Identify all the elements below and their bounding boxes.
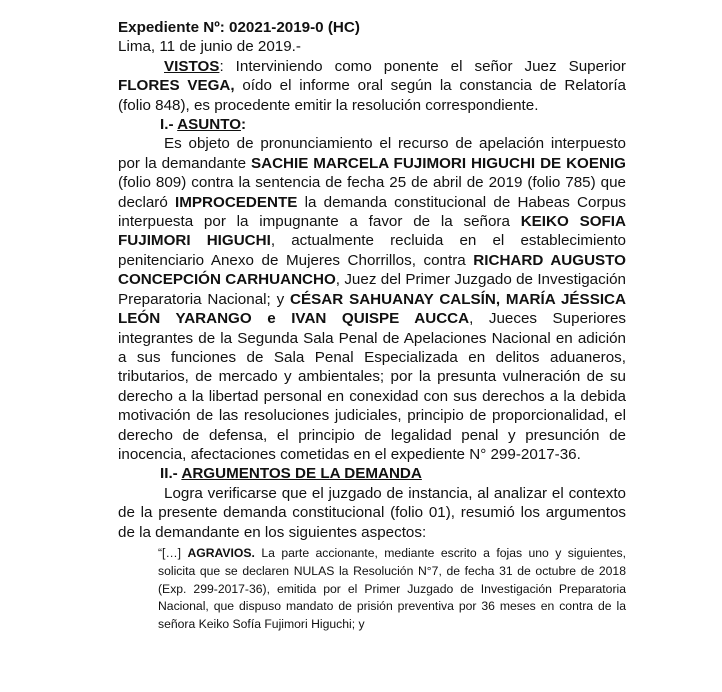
agravios-label: AGRAVIOS. [187, 545, 255, 560]
favorecida-name: KEIKO SOFIA FUJIMORI HIGUCHI [118, 213, 626, 250]
vistos-label: VISTOS [164, 57, 220, 75]
asunto-text-6: , Jueces Superiores integrantes de la Segunda Sala Penal de Apelaciones Nacional en adición a sus funciones de Sala Penal Especializada en delitos aduaneros, tributarios, de mercado y ambientales; por la presunta vulneración de su derecho a la libertad personal en conexidad con sus derechos a la debida motivación de las resoluciones judiciales, principio de proporcionalidad, el derecho de defensa, el principio de legalidad penal y presunción de inocencia, afectaciones cometidas en el expediente N° 299-2017-36. [118, 310, 626, 463]
asunto-number: I.- [160, 116, 178, 134]
asunto-text-2: (folio 809) contra la sentencia de fecha 25 de abril de 2019 (folio 785) que declaró [118, 174, 626, 211]
quote-text: La parte accionante, mediante escrito a fojas uno y siguientes, solicita que se declaren NULAS la Resolución N°7, de fecha 31 de octubre de 2018 (Exp. 299-2017-36), emitida por el Primer Juzgado de Investigación Preparatoria Nacional, que dispuso mandato de prisión preventiva por 36 meses en contra de la señora Keiko Sofía Fujimori Higuchi; y [158, 545, 627, 632]
asunto-text-5: , Juez del Primer Juzgado de Investigación Preparatoria Nacional; y [118, 271, 626, 308]
asunto-heading [118, 115, 626, 134]
agravios-quote [158, 545, 626, 634]
asunto-text-3: la demanda constitucional de Habeas Corpus interpuesta por la impugnante a favor de la señora [118, 193, 626, 231]
asunto-text-4: , actualmente recluida en el establecimiento penitenciario Anexo de Mujeres Chorrillos, contra [118, 232, 626, 269]
ponente-name: FLORES VEGA, [118, 77, 235, 95]
improcedente-word: IMPROCEDENTE [175, 193, 298, 211]
expediente-number [118, 18, 626, 37]
argumentos-heading [118, 464, 626, 483]
place-date: Lima, 11 de junio de 2019.- [118, 38, 301, 56]
argumentos-number: II.- [160, 465, 182, 483]
asunto-title: ASUNTO [177, 116, 242, 134]
quote-open: “[…] [158, 545, 188, 560]
vistos-text-1: : Interviniendo como ponente el señor Juez Superior [219, 57, 626, 75]
argumentos-paragraph: Logra verificarse que el juzgado de instancia, al analizar el contexto de la presente demanda constitucional (folio 01), resumió los argumentos de la demandante en los siguientes aspectos: [118, 484, 626, 541]
argumentos-title: ARGUMENTOS DE LA DEMANDA [181, 465, 422, 483]
asunto-text-1: Es objeto de pronunciamiento el recurso de apelación interpuesto por la demandante [118, 135, 626, 172]
juez-name: RICHARD AUGUSTO CONCEPCIÓN CARHUANCHO [118, 251, 626, 289]
asunto-paragraph [118, 134, 626, 464]
vistos-text-2: oído el informe oral según la constancia de Relatoría (folio 848), es procedente emitir la resolución correspondiente. [118, 77, 626, 114]
expediente-label: Expediente Nº: 02021-2019-0 (HC) [118, 19, 360, 36]
jueces-superiores-names: CÉSAR SAHUANAY CALSÍN, MARÍA JÉSSICA LEÓN YARANGO e IVAN QUISPE AUCCA [118, 290, 626, 328]
demandante-name: SACHIE MARCELA FUJIMORI HIGUCHI DE KOENIG [250, 154, 626, 172]
vistos-paragraph [118, 57, 626, 115]
asunto-colon: : [241, 116, 247, 134]
